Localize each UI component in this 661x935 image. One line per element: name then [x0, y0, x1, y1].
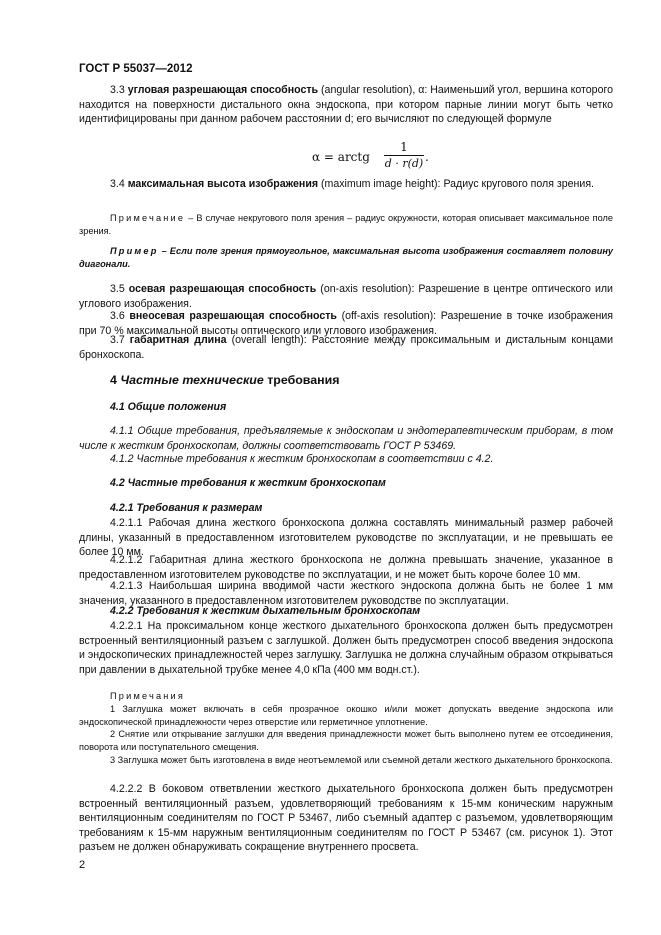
- formula-fraction: [384, 140, 424, 170]
- clause-4-1-1: 4.1.1 Общие требования, предъявляемые к эндоскопам и эндотерапевтическим приборам, в том числе к жестким бронхоскопам, должны соответствовать ГОСТ Р 53469.: [79, 425, 613, 452]
- definition: (overall length): Расстояние между проксимальным и дистальным концами бронхоскопа.: [79, 334, 613, 361]
- section-title-italic: Частные технические: [120, 373, 264, 387]
- section-4-heading: [110, 373, 339, 387]
- clause-number: 3.6: [110, 310, 125, 322]
- section-title-rest: требования: [267, 373, 340, 387]
- clause-4-2-2-1: 4.2.2.1 На проксимальном конце жесткого дыхательного бронхоскопа должен быть предусмотрен встроенный вентиляционный разъем с заглушкой. Должен быть предусмотрен способ введения эндоскопа и эндоскопических принадлежностей через заглушку. Заглушка не должна случайным образом открываться при давлении в дыхательной трубке менее 4,0 кПа (400 мм водн.ст.).: [79, 620, 613, 676]
- note-text: – В случае некругового поля зрения – радиус окружности, которая описывает максимальное поле зрения.: [79, 213, 613, 236]
- example-3-4: [79, 245, 613, 271]
- clause-4-2-1-3: 4.2.1.3 Наибольшая ширина вводимой части жесткого эндоскопа должна быть не более 1 мм значения, указанного в предоставленном изготовителем руководстве по эксплуатации.: [79, 580, 613, 607]
- clause-3-7: [79, 333, 613, 362]
- clause-4-2-1-1: 4.2.1.1 Рабочая длина жесткого бронхоскопа должна составлять минимальный размер рабочей длины, указанный в предоставленном изготовителем руководстве по эксплуатации, и не превышать ее более 10 мм.: [79, 517, 613, 559]
- angular-resolution-formula: [312, 140, 432, 180]
- formula-tail: .: [425, 150, 429, 164]
- definition: (off-axis resolution): Разрешение в точке изображения при 70 % максимальной высоты оптического или углового изображения.: [79, 310, 613, 337]
- note-label: Примечание: [110, 213, 186, 223]
- definition: (on-axis resolution): Разрешение в центре оптического или углового изображения.: [79, 283, 613, 310]
- definition: (maximum image height): Радиус кругового поля зрения.: [320, 178, 595, 190]
- note-3-4: [79, 212, 613, 238]
- formula-lhs: α = arctg: [312, 150, 370, 164]
- clause-4-2-2-2: 4.2.2.2 В боковом ответвлении жесткого дыхательного бронхоскопа должен быть предусмотрен встроенный вентиляционный разъем, удовлетворяющий требованиям к 15-мм коническим наружным вентиляционным соединителям по ГОСТ Р 53467, либо съемный адаптер с разъемом, удовлетворяющим требованиям к 15-мм наружным вентиляционным соединителям по ГОСТ Р 53467 (см. рисунок 1). Этот разъем не должен обнаруживать сокращение внутреннего просвета.: [79, 783, 613, 854]
- page-number: 2: [79, 859, 86, 871]
- subsection-4-2-heading: 4.2 Частные требования к жестким бронхоскопам: [110, 477, 386, 489]
- notes-heading: Примечания: [110, 691, 186, 701]
- clause-number: 3.7: [110, 334, 125, 346]
- term: осевая разрешающая способность: [128, 283, 317, 295]
- example-label: Пример: [110, 246, 159, 256]
- clause-4-2-1-2: 4.2.1.2 Габаритная длина жесткого бронхоскопа не должна превышать значение, указанное в предоставленном изготовителем руководстве по эксплуатации, и не может быть короче более 10 мм.: [79, 554, 613, 581]
- note-item: 2 Снятие или открывание заглушки для введения принадлежности может быть выполнено путем ее отсоединения, поворота или поступательного смещения.: [79, 729, 613, 753]
- section-number: 4: [110, 373, 117, 387]
- term: габаритная длина: [129, 334, 227, 346]
- formula-denominator: d · r(d): [384, 157, 424, 170]
- term: внеосевая разрешающая способность: [129, 310, 337, 322]
- clause-3-3: [79, 83, 613, 127]
- notes-block: [79, 690, 613, 767]
- subsection-4-2-2-heading: 4.2.2 Требования к жестким дыхательным бронхоскопам: [110, 605, 421, 617]
- term: максимальная высота изображения: [127, 178, 319, 190]
- fraction-bar: [384, 155, 424, 156]
- standard-header: ГОСТ Р 55037—2012: [79, 63, 193, 75]
- formula-numerator: 1: [400, 140, 408, 154]
- clause-number: 3.4: [110, 178, 125, 190]
- note-item: 1 Заглушка может включать в себя прозрачное окошко и/или может допускать введение эндоскопа или эндоскопической принадлежности через отверстие или герметичное уплотнение.: [79, 703, 613, 727]
- example-text: – Если поле зрения прямоугольное, максимальная высота изображения составляет половину диагонали.: [79, 246, 613, 269]
- clause-number: 3.3: [110, 84, 125, 96]
- subsection-4-1-heading: 4.1 Общие положения: [110, 401, 227, 413]
- term: угловая разрешающая способность: [127, 84, 319, 96]
- definition: (angular resolution), α: Наименьший угол, вершина которого находится на поверхности дистального окна эндоскопа, при котором парные линии могут быть четко идентифицированы при данном рабочем расстоянии d; его вычисляют по следующей формуле: [79, 84, 613, 126]
- clause-3-4: [79, 177, 613, 192]
- subsection-4-2-1-heading: 4.2.1 Требования к размерам: [110, 502, 263, 514]
- note-item: 3 Заглушка может быть изготовлена в виде неотъемлемой или съемной детали жесткого дыхательного бронхоскопа.: [110, 754, 613, 765]
- clause-3-5: [79, 282, 613, 311]
- clause-4-1-2: 4.1.2 Частные требования к жестким бронхоскопам в соответствии с 4.2.: [110, 453, 494, 465]
- clause-number: 3.5: [110, 283, 125, 295]
